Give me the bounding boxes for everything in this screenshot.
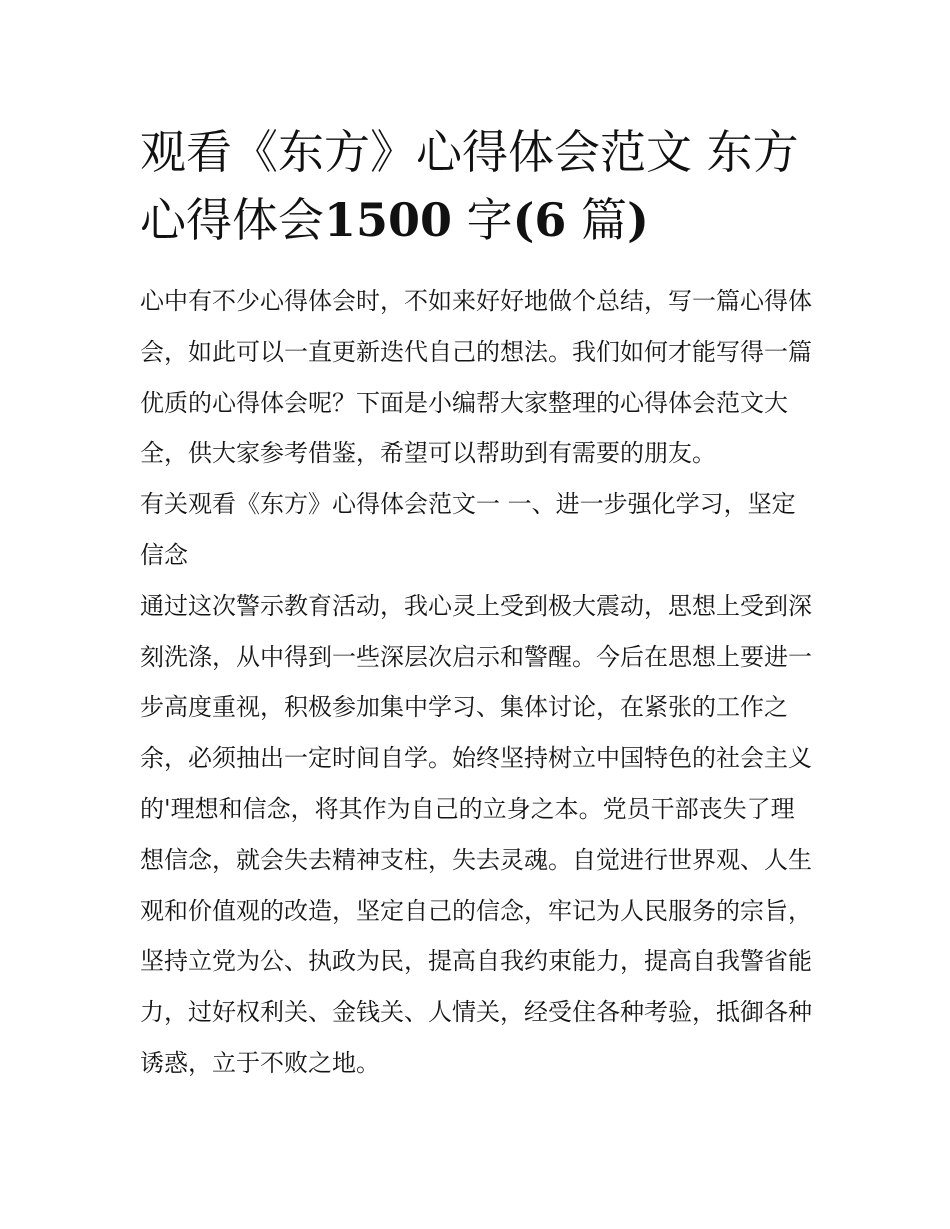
document-body <box>140 276 812 1089</box>
document-title <box>140 118 812 254</box>
title-text-pian: 篇 <box>566 193 628 247</box>
title-count-close: ) <box>627 193 649 247</box>
title-word-count: 1500 <box>324 193 453 247</box>
paragraph-main: 通过这次警示教育活动，我心灵上受到极大震动，思想上受到深刻洗涤，从中得到一些深层次启示和警醒。今后在思想上要进一步高度重视，积极参加集中学习、集体讨论，在紧张的工作之余，必须抽出一定时间自学。始终坚持树立中国特色的社会主义的'理想和信念，将其作为自己的立身之本。党员干部丧失了理想信念，就会失去精神支柱，失去灵魂。自觉进行世界观、人生观和价值观的改造，坚定自己的信念，牢记为人民服务的宗旨，坚持立党为公、执政为民，提高自我约束能力，提高自我警省能力，过好权利关、金钱关、人情关，经受住各种考验，抵御各种诱惑，立于不败之地。 <box>140 591 812 1077</box>
paragraph-section-heading: 有关观看《东方》心得体会范文一 一、进一步强化学习，坚定信念 <box>140 490 796 569</box>
paragraph-intro: 心中有不少心得体会时，不如来好好地做个总结，写一篇心得体会，如此可以一直更新迭代自己的想法。我们如何才能写得一篇优质的心得体会呢？下面是小编帮大家整理的心得体会范文大全，供大家参考借鉴，希望可以帮助到有需要的朋友。 <box>140 287 812 468</box>
title-text-unit: 字 <box>452 193 513 247</box>
title-count-open: (6 <box>512 193 567 247</box>
document-content <box>140 118 812 1089</box>
title-text-main: 观看《东方》心得体会范文 东方心得体会 <box>140 125 799 247</box>
